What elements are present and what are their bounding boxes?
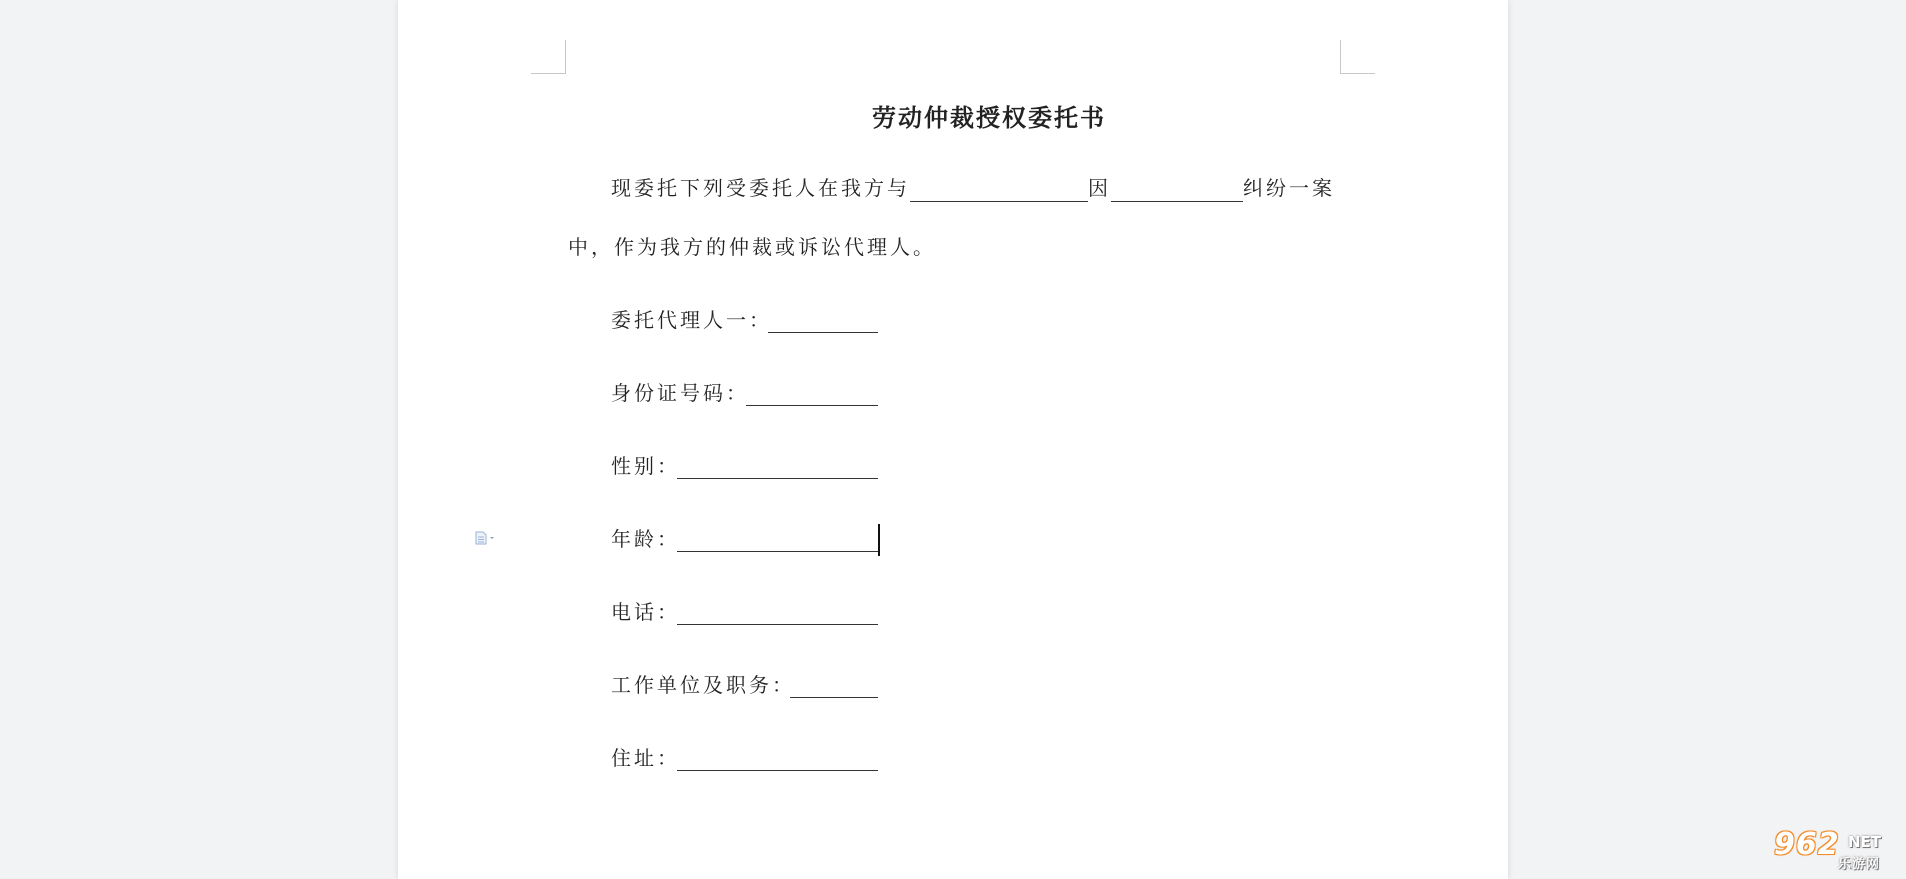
field-row-id [611, 379, 749, 407]
field-row-address [611, 744, 680, 772]
field-row-work [611, 671, 795, 699]
text-cursor [878, 524, 880, 556]
blank-dispute[interactable] [1111, 179, 1243, 202]
intro-text-2: 因 [1088, 176, 1111, 200]
field-label: 电话： [611, 600, 680, 624]
field-line-address[interactable] [677, 769, 878, 771]
field-label: 性别： [611, 454, 680, 478]
field-label: 委托代理人一： [611, 308, 772, 332]
field-row-gender [611, 452, 680, 480]
watermark-suffix: NET [1848, 833, 1882, 851]
document-page [398, 0, 1508, 879]
paragraph-options-icon[interactable] [474, 530, 502, 544]
blank-party[interactable] [910, 179, 1088, 202]
field-label: 身份证号码： [611, 381, 749, 405]
field-label: 住址： [611, 746, 680, 770]
field-row-phone [611, 598, 680, 626]
field-label: 工作单位及职务： [611, 673, 795, 697]
field-line-id[interactable] [746, 404, 878, 406]
intro-line-2: 中，作为我方的仲裁或诉讼代理人。 [568, 235, 936, 259]
field-line-phone[interactable] [677, 623, 878, 625]
site-watermark-logo [1768, 827, 1900, 873]
crop-mark-right [1340, 40, 1375, 74]
intro-text-1: 现委托下列受委托人在我方与 [611, 176, 910, 200]
field-line-work[interactable] [790, 696, 878, 698]
field-row-agent [611, 306, 772, 334]
crop-mark-left [531, 40, 566, 74]
intro-line-1 [611, 174, 1335, 202]
field-row-age [611, 525, 680, 553]
document-title: 劳动仲裁授权委托书 [872, 103, 1106, 132]
watermark-subtitle: 乐游网 [1838, 857, 1881, 872]
field-label: 年龄： [611, 527, 680, 551]
watermark-brand: 962 [1774, 827, 1840, 862]
intro-text-3: 纠纷一案 [1243, 176, 1335, 200]
field-line-gender[interactable] [677, 477, 878, 479]
field-line-agent[interactable] [768, 331, 878, 333]
field-line-age[interactable] [677, 550, 878, 552]
